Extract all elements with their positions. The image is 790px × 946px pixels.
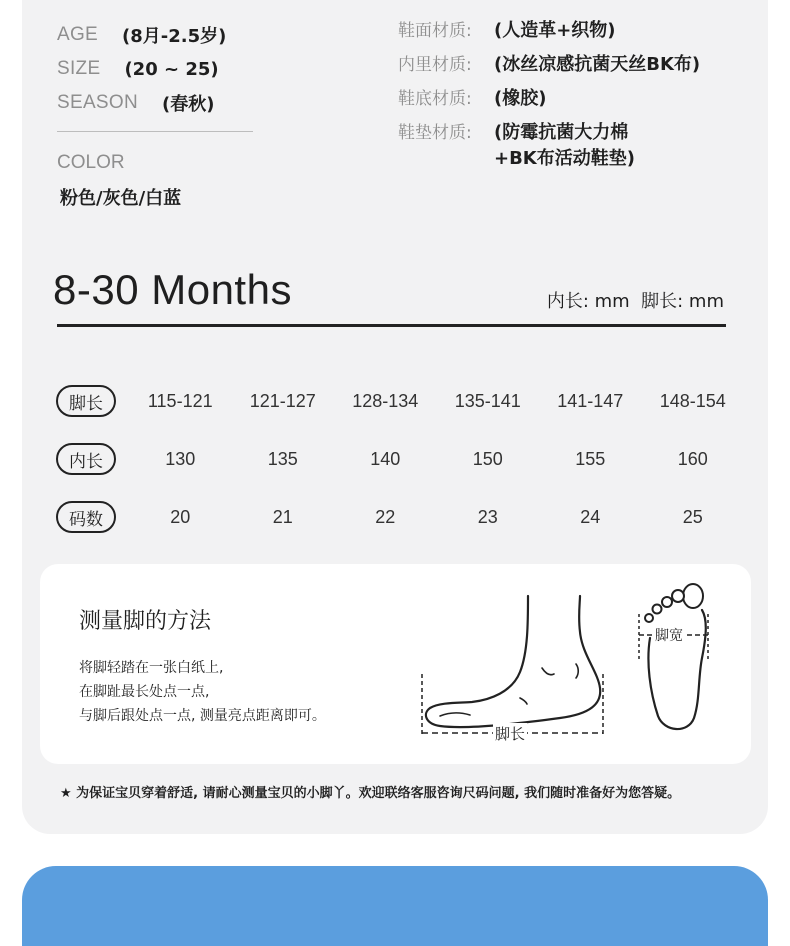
- size-row-inner-length: [56, 430, 744, 488]
- spec-size: [57, 52, 226, 86]
- material-row: [398, 120, 700, 172]
- table-cell: 25: [682, 506, 703, 527]
- table-cell: 135-141: [454, 390, 521, 411]
- foot-length-label: 脚长: [495, 725, 526, 743]
- table-cell: 128-134: [352, 390, 419, 411]
- material-value: (橡胶): [494, 88, 547, 109]
- table-cell: 22: [375, 506, 396, 527]
- spec-season-value: (春秋): [162, 94, 215, 115]
- bottom-banner: [22, 866, 768, 946]
- table-cell: 20: [170, 506, 191, 527]
- spec-season-key: SEASON: [57, 92, 138, 113]
- size-row-foot-length: [56, 372, 744, 430]
- spec-age-key: AGE: [57, 24, 99, 45]
- spec-size-value: (20 ~ 25): [124, 58, 219, 80]
- material-row: [398, 18, 700, 52]
- instruction-line: 在脚趾最长处点一点,: [79, 684, 210, 700]
- spec-divider: [57, 131, 253, 132]
- table-cell: 23: [477, 506, 498, 527]
- spec-list: [57, 18, 226, 120]
- table-cell: 130: [165, 448, 196, 469]
- table-cell: 115-121: [147, 390, 213, 411]
- measure-instructions: [79, 656, 326, 728]
- size-row-shoe-size: [56, 488, 744, 546]
- measure-guide: [40, 564, 751, 764]
- foot-side-illustration: [420, 592, 610, 742]
- table-cell: 155: [575, 448, 606, 469]
- material-list: [398, 18, 700, 172]
- material-key: 鞋面材质:: [398, 21, 472, 41]
- table-cell: 21: [272, 506, 293, 527]
- size-chart-unit: 内长: mm 脚长: mm: [546, 291, 724, 312]
- spec-age: [57, 18, 226, 52]
- table-cell: 140: [370, 448, 401, 469]
- row-label: 码数: [56, 501, 116, 533]
- spec-age-value: (8月-2.5岁): [122, 26, 227, 47]
- foot-sole-illustration: [636, 582, 716, 742]
- material-row: [398, 52, 700, 86]
- row-label: 脚长: [56, 385, 116, 417]
- table-cell: 160: [677, 448, 708, 469]
- material-value: (冰丝凉感抗菌天丝BK布): [494, 54, 701, 75]
- material-value: (人造革+织物): [494, 20, 616, 41]
- color-key: COLOR: [57, 152, 125, 173]
- title-underline: [57, 324, 726, 327]
- table-cell: 141-147: [557, 390, 624, 411]
- instruction-line: 将脚轻踏在一张白纸上,: [79, 660, 224, 676]
- table-cell: 121-127: [249, 390, 316, 411]
- table-cell: 148-154: [659, 390, 726, 411]
- table-cell: 135: [267, 448, 298, 469]
- material-key: 内里材质:: [398, 55, 472, 75]
- spec-size-key: SIZE: [57, 58, 101, 79]
- row-label: 内长: [56, 443, 116, 475]
- material-value: (防霉抗菌大力棉 +BK布活动鞋垫): [494, 122, 635, 169]
- material-row: [398, 86, 700, 120]
- material-key: 鞋垫材质:: [398, 123, 472, 143]
- spec-season: [57, 86, 226, 120]
- size-chart-title: 8-30 Months: [53, 266, 292, 313]
- table-cell: 150: [472, 448, 503, 469]
- color-value: 粉色/灰色/白蓝: [60, 188, 182, 209]
- foot-width-label: 脚宽: [653, 625, 685, 645]
- measure-title: 测量脚的方法: [79, 609, 212, 634]
- fitting-note: ★ 为保证宝贝穿着舒适, 请耐心测量宝贝的小脚丫。欢迎联络客服咨询尺码问题, 我们随时准备好为您答疑。: [60, 786, 681, 801]
- table-cell: 24: [580, 506, 601, 527]
- instruction-line: 与脚后跟处点一点, 测量亮点距离即可。: [79, 708, 326, 724]
- material-key: 鞋底材质:: [398, 89, 472, 109]
- size-table: [56, 372, 744, 546]
